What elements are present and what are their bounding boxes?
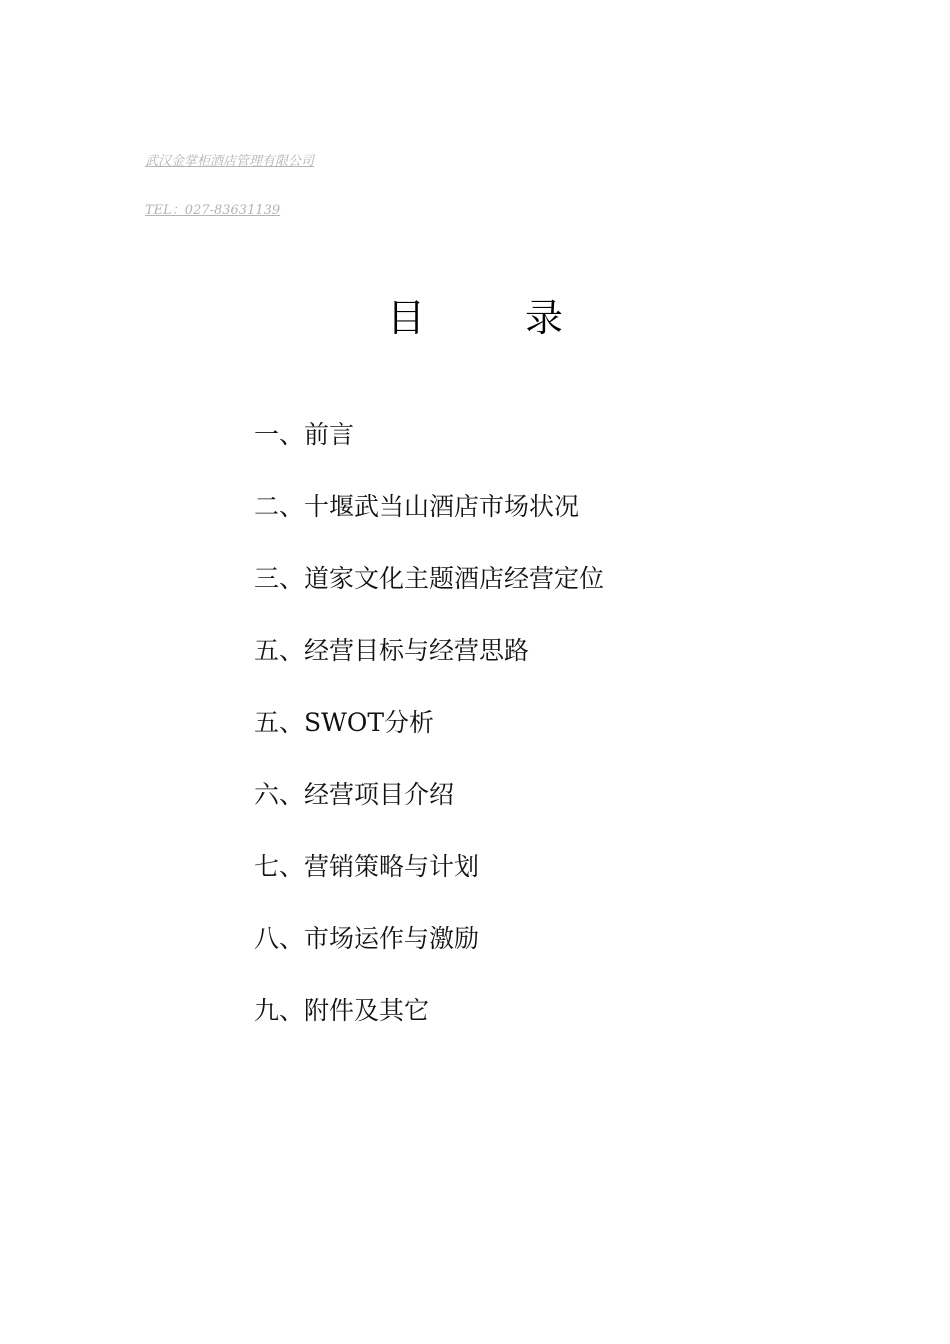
title-char-1: 目 (386, 296, 425, 340)
toc-item-operation: 八、市场运作与激励 (254, 924, 480, 953)
title-char-2: 录 (525, 296, 564, 340)
toc-item-market-status: 二、十堰武当山酒店市场状况 (254, 492, 580, 521)
toc-item-positioning: 三、道家文化主题酒店经营定位 (254, 564, 605, 593)
toc-item-swot: 五、SWOT分析 (254, 708, 434, 737)
table-of-contents-list (254, 416, 604, 1064)
header-telephone: TEL：027-83631139 (145, 203, 281, 218)
toc-item-projects: 六、经营项目介绍 (254, 780, 455, 809)
toc-item-preface: 一、前言 (254, 420, 355, 449)
toc-item-appendix: 九、附件及其它 (254, 996, 430, 1025)
header-company-name: 武汉金掌柜酒店管理有限公司 (145, 154, 315, 169)
toc-item-marketing: 七、营销策略与计划 (254, 852, 480, 881)
toc-item-goals: 五、经营目标与经营思路 (254, 636, 530, 665)
table-of-contents-title (0, 292, 950, 344)
